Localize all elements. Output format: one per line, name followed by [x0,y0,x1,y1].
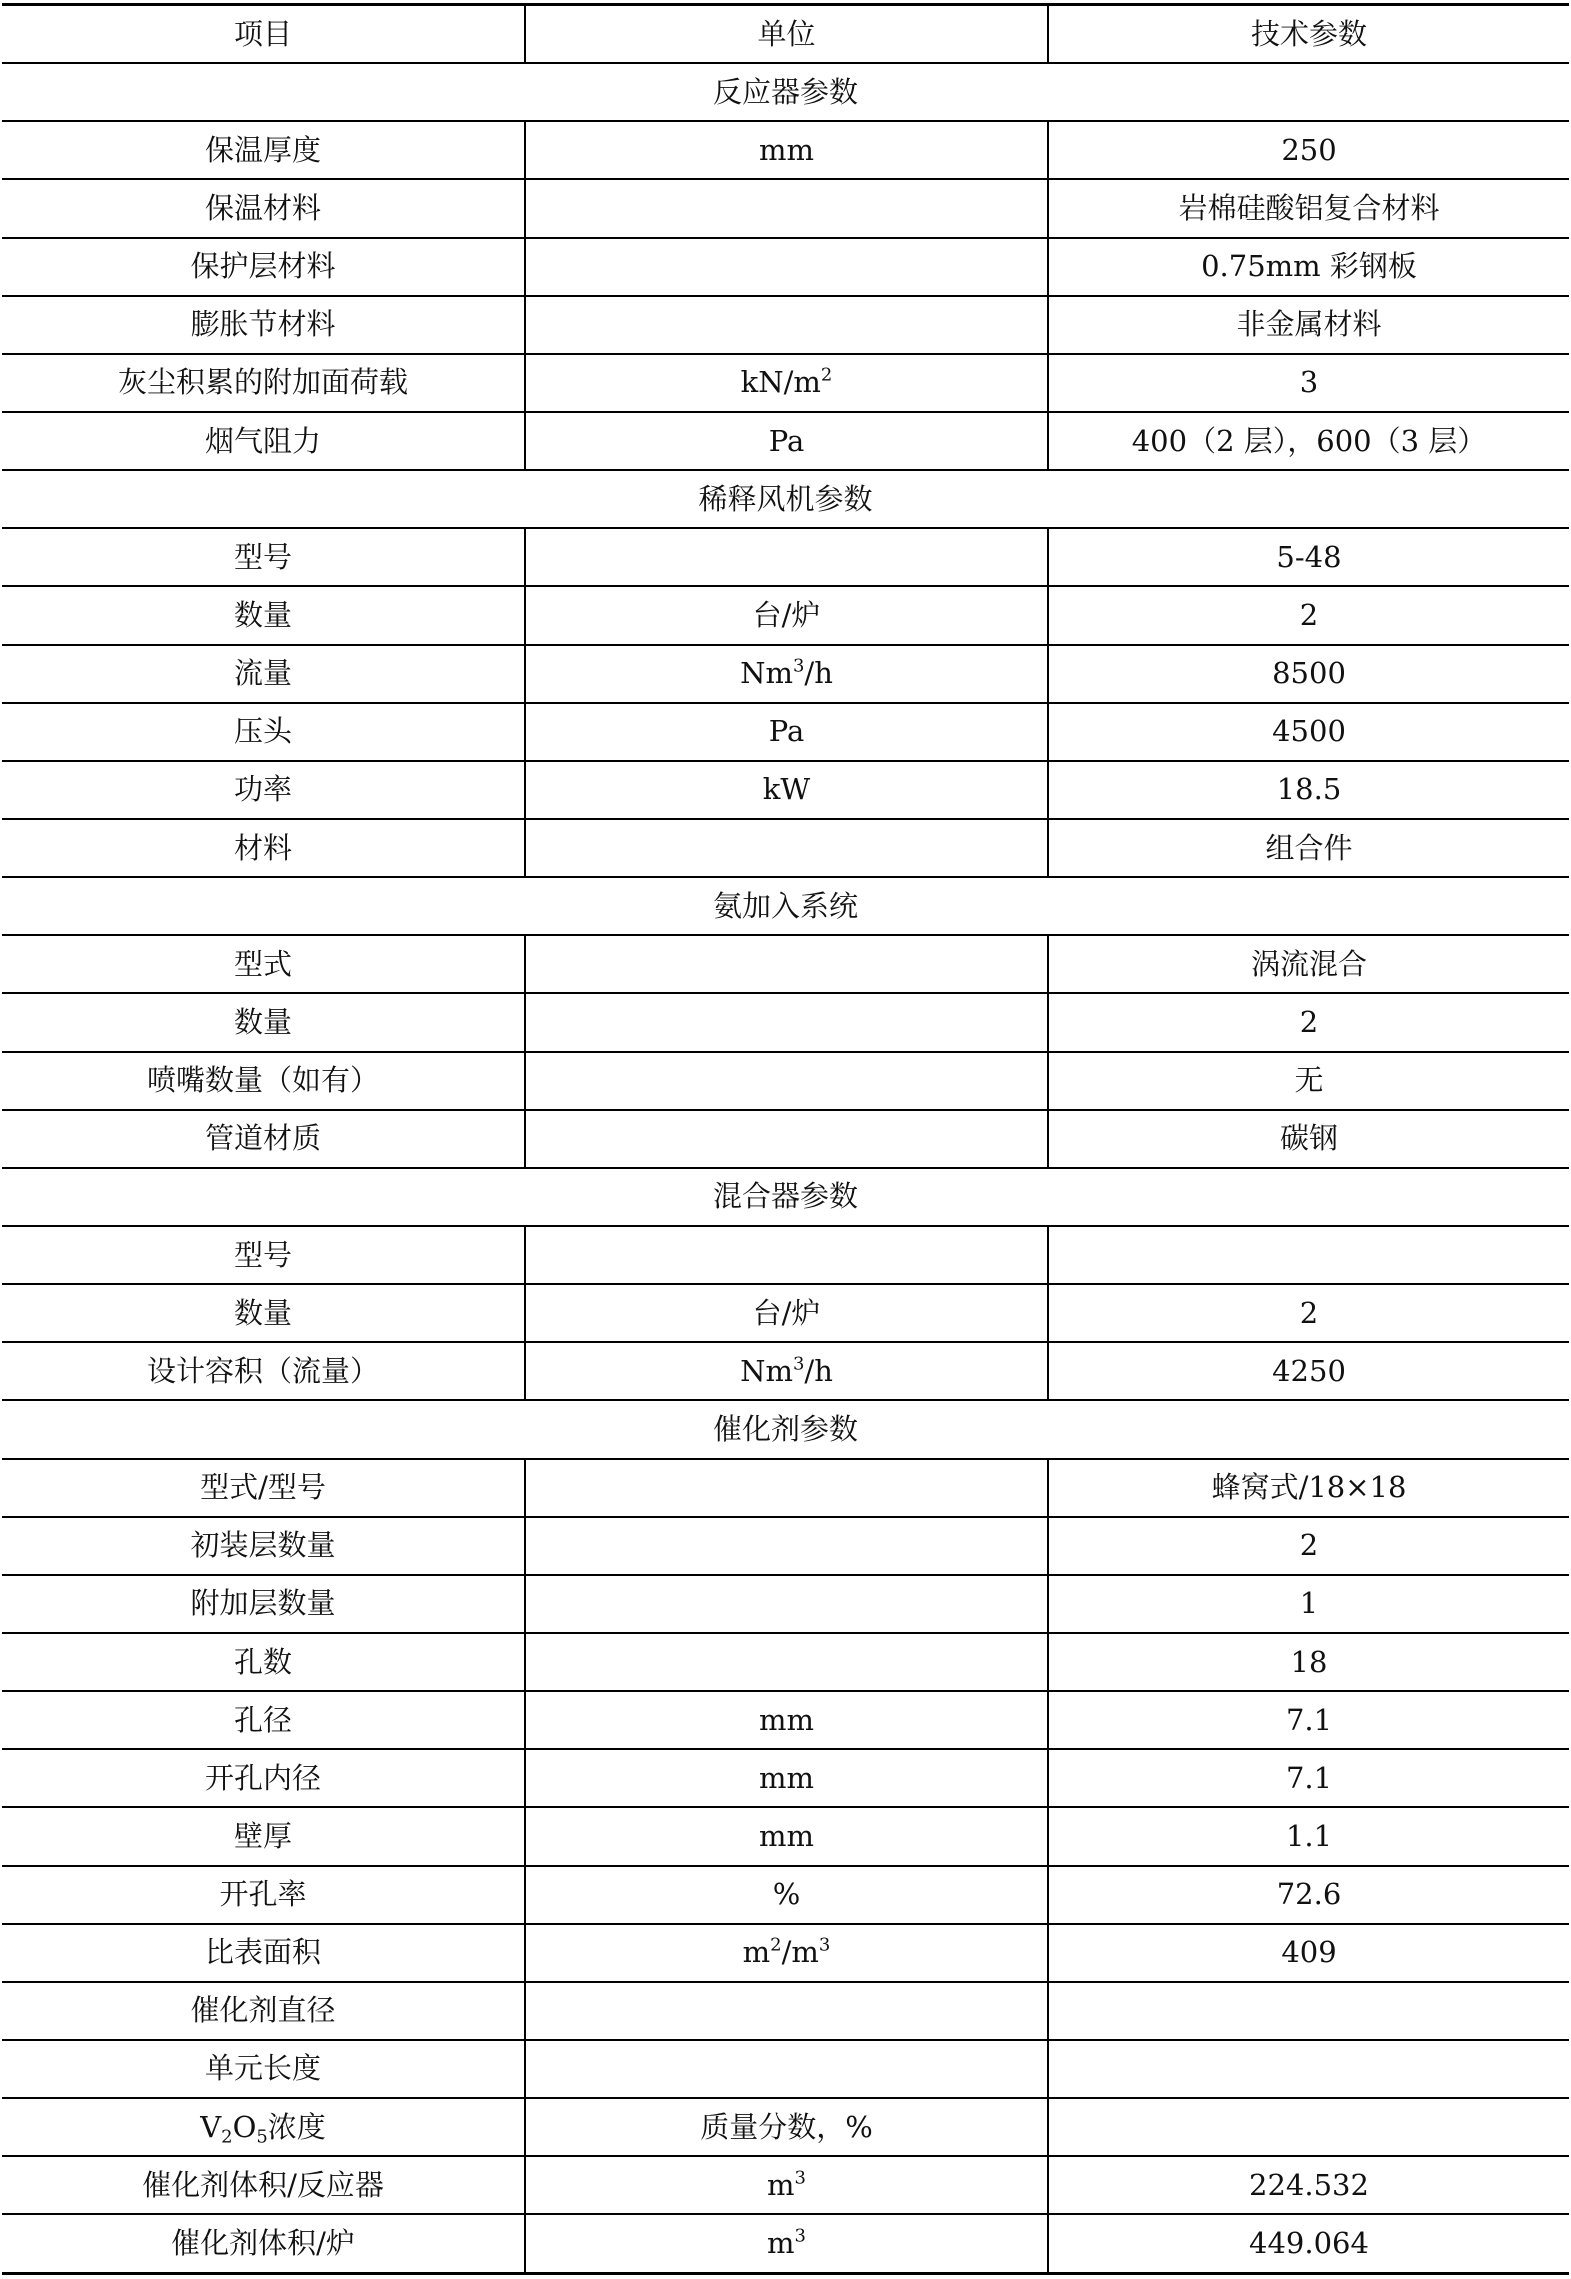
table-row [2,412,1569,470]
header-unit: 单位 [525,5,1048,64]
value-cell: 4500 [1048,703,1569,761]
item-text: 型式/型号 [200,1470,326,1505]
item-text: 附加层数量 [190,1586,336,1621]
section-row [2,1168,1569,1226]
table-row [2,2156,1569,2214]
unit-superscript: 2 [770,1934,782,1956]
table-row [2,1691,1569,1749]
unit-cell [525,1052,1048,1110]
table-body [2,5,1569,2274]
header-param: 技术参数 [1048,5,1569,64]
item-text: 保护层材料 [190,249,336,284]
value-cell: 18.5 [1048,761,1569,819]
unit-cell [525,296,1048,354]
item-text: 催化剂体积/反应器 [142,2167,384,2202]
value-cell: 409 [1048,1924,1569,1982]
table-row [2,1459,1569,1517]
item-cell [2,2098,525,2156]
unit-cell [525,1342,1048,1400]
item-cell [2,1749,525,1807]
item-cell [2,1575,525,1633]
table-row [2,179,1569,237]
unit-text: 质量分数，% [700,2109,873,2144]
unit-text: kW [762,772,811,807]
unit-cell [525,1517,1048,1575]
unit-superscript: 3 [792,655,805,677]
item-cell [2,2040,525,2098]
table-row [2,238,1569,296]
value-cell: 2 [1048,1517,1569,1575]
table-row [2,935,1569,993]
unit-text: /h [804,656,833,691]
value-cell: 蜂窝式/18×18 [1048,1459,1569,1517]
value-cell [1048,1982,1569,2040]
item-cell [2,354,525,412]
value-cell: 3 [1048,354,1569,412]
unit-cell [525,2214,1048,2273]
table-row [2,1517,1569,1575]
section-title: 催化剂参数 [2,1400,1569,1458]
section-title: 反应器参数 [2,63,1569,121]
unit-text: /h [804,1353,833,1388]
unit-text: 台/炉 [752,597,821,632]
unit-text: % [772,1877,801,1912]
item-cell [2,993,525,1051]
table-row [2,1110,1569,1168]
item-cell [2,2214,525,2273]
value-cell [1048,2040,1569,2098]
unit-superscript: 3 [792,1353,805,1375]
table-row [2,1749,1569,1807]
item-cell [2,935,525,993]
item-cell [2,1691,525,1749]
unit-superscript: 3 [794,2167,806,2189]
unit-cell [525,121,1048,179]
header-row [2,5,1569,64]
item-text: 壁厚 [233,1818,292,1853]
item-subscript: 2 [221,2126,233,2148]
value-cell: 涡流混合 [1048,935,1569,993]
value-cell: 无 [1048,1052,1569,1110]
value-cell: 2 [1048,993,1569,1051]
item-text: 比表面积 [204,1935,321,1970]
item-text: 灰尘积累的附加面荷载 [117,365,408,400]
table-row [2,1575,1569,1633]
item-text: 压头 [233,714,292,749]
section-row [2,877,1569,935]
unit-cell [525,1226,1048,1284]
item-text: 功率 [233,772,292,807]
unit-text: Nm [740,1353,793,1388]
item-text: 膨胀节材料 [190,307,336,342]
unit-superscript: 2 [820,364,833,386]
item-cell [2,179,525,237]
unit-cell [525,1284,1048,1342]
item-cell [2,645,525,703]
section-row [2,63,1569,121]
unit-cell [525,1633,1048,1691]
unit-cell [525,2098,1048,2156]
unit-text: Pa [768,423,805,458]
item-text: 浓度 [267,2109,326,2144]
table-row [2,645,1569,703]
value-cell: 组合件 [1048,819,1569,877]
table-row [2,819,1569,877]
item-text: 设计容积（流量） [146,1353,379,1388]
unit-text: mm [759,1702,814,1737]
unit-text: m [742,1935,771,1970]
item-cell [2,1982,525,2040]
unit-cell [525,935,1048,993]
unit-cell [525,761,1048,819]
item-text: 孔径 [233,1702,292,1737]
unit-superscript: 3 [818,1934,831,1956]
item-cell [2,1924,525,1982]
item-cell [2,412,525,470]
header-item: 项目 [2,5,525,64]
value-cell: 224.532 [1048,2156,1569,2214]
unit-text: m [767,2226,795,2261]
table-row [2,1924,1569,1982]
item-cell [2,1633,525,1691]
item-text: 数量 [233,1295,292,1330]
unit-cell [525,528,1048,586]
section-row [2,470,1569,528]
value-cell: 400（2 层），600（3 层） [1048,412,1569,470]
value-cell: 18 [1048,1633,1569,1691]
item-cell [2,1866,525,1924]
item-text: 孔数 [233,1644,292,1679]
value-cell: 1.1 [1048,1807,1569,1865]
unit-text: mm [759,132,814,167]
unit-cell [525,1807,1048,1865]
item-text: 型号 [233,1237,292,1272]
value-cell: 2 [1048,1284,1569,1342]
item-text: 型式 [233,946,292,981]
unit-cell [525,1110,1048,1168]
value-cell: 7.1 [1048,1749,1569,1807]
unit-cell [525,993,1048,1051]
item-cell [2,296,525,354]
value-cell [1048,2098,1569,2156]
item-text: V [200,2109,222,2144]
unit-cell [525,238,1048,296]
table-row [2,1807,1569,1865]
value-cell: 非金属材料 [1048,296,1569,354]
table-row [2,354,1569,412]
unit-text: 台/炉 [752,1295,821,1330]
unit-cell [525,1982,1048,2040]
unit-cell [525,412,1048,470]
value-cell: 2 [1048,586,1569,644]
item-text: 喷嘴数量（如有） [146,1063,379,1098]
item-cell [2,1807,525,1865]
unit-cell [525,179,1048,237]
item-cell [2,703,525,761]
item-cell [2,1110,525,1168]
unit-cell [525,2040,1048,2098]
item-cell [2,1517,525,1575]
value-cell: 4250 [1048,1342,1569,1400]
item-cell [2,2156,525,2214]
unit-cell [525,1459,1048,1517]
item-text: 管道材质 [204,1121,321,1156]
item-text: 数量 [233,597,292,632]
table-row [2,1052,1569,1110]
section-row [2,1400,1569,1458]
value-cell: 0.75mm 彩钢板 [1048,238,1569,296]
unit-cell [525,1575,1048,1633]
item-cell [2,1226,525,1284]
item-subscript: 5 [256,2126,268,2148]
item-text: 单元长度 [204,2051,321,2086]
item-cell [2,1342,525,1400]
unit-cell [525,703,1048,761]
value-cell: 449.064 [1048,2214,1569,2273]
table-row [2,703,1569,761]
item-cell [2,121,525,179]
value-cell: 1 [1048,1575,1569,1633]
item-text: 型号 [233,539,292,574]
unit-cell [525,1691,1048,1749]
table-row [2,528,1569,586]
unit-cell [525,354,1048,412]
table-row [2,296,1569,354]
unit-text: m [767,2167,795,2202]
item-text: O [232,2109,257,2144]
value-cell: 8500 [1048,645,1569,703]
item-cell [2,1459,525,1517]
value-cell [1048,1226,1569,1284]
unit-cell [525,2156,1048,2214]
value-cell: 碳钢 [1048,1110,1569,1168]
unit-text: mm [759,1760,814,1795]
unit-text: mm [759,1818,814,1853]
item-text: 流量 [233,656,292,691]
item-cell [2,586,525,644]
item-text: 开孔内径 [204,1760,321,1795]
item-text: 催化剂直径 [190,1993,336,2028]
table-row [2,2040,1569,2098]
table-row [2,1633,1569,1691]
value-cell: 72.6 [1048,1866,1569,1924]
value-cell: 250 [1048,121,1569,179]
unit-cell [525,645,1048,703]
item-text: 初装层数量 [190,1528,336,1563]
table-row [2,2214,1569,2273]
section-title: 混合器参数 [2,1168,1569,1226]
value-cell: 岩棉硅酸铝复合材料 [1048,179,1569,237]
item-text: 数量 [233,1004,292,1039]
table-row [2,121,1569,179]
technical-parameters-table [2,3,1569,2275]
unit-superscript: 3 [794,2225,806,2247]
unit-text: /m [781,1935,819,1970]
item-cell [2,761,525,819]
table-row [2,586,1569,644]
unit-text: kN/m [740,365,821,400]
section-title: 稀释风机参数 [2,470,1569,528]
table-row [2,1866,1569,1924]
value-cell: 5-48 [1048,528,1569,586]
item-text: 材料 [233,830,292,865]
item-text: 保温材料 [204,190,321,225]
table-row [2,1982,1569,2040]
item-text: 催化剂体积/炉 [171,2226,355,2261]
item-cell [2,819,525,877]
table-row [2,1226,1569,1284]
item-text: 保温厚度 [204,132,321,167]
unit-text: Pa [768,714,805,749]
item-cell [2,238,525,296]
unit-cell [525,1749,1048,1807]
item-text: 开孔率 [219,1877,307,1912]
unit-text: Nm [740,656,793,691]
unit-cell [525,1866,1048,1924]
item-cell [2,1284,525,1342]
table-row [2,1342,1569,1400]
unit-cell [525,586,1048,644]
item-text: 烟气阻力 [204,423,321,458]
table-row [2,2098,1569,2156]
item-cell [2,1052,525,1110]
table-row [2,1284,1569,1342]
table-row [2,993,1569,1051]
table-row [2,761,1569,819]
unit-cell [525,1924,1048,1982]
value-cell: 7.1 [1048,1691,1569,1749]
unit-cell [525,819,1048,877]
item-cell [2,528,525,586]
section-title: 氨加入系统 [2,877,1569,935]
